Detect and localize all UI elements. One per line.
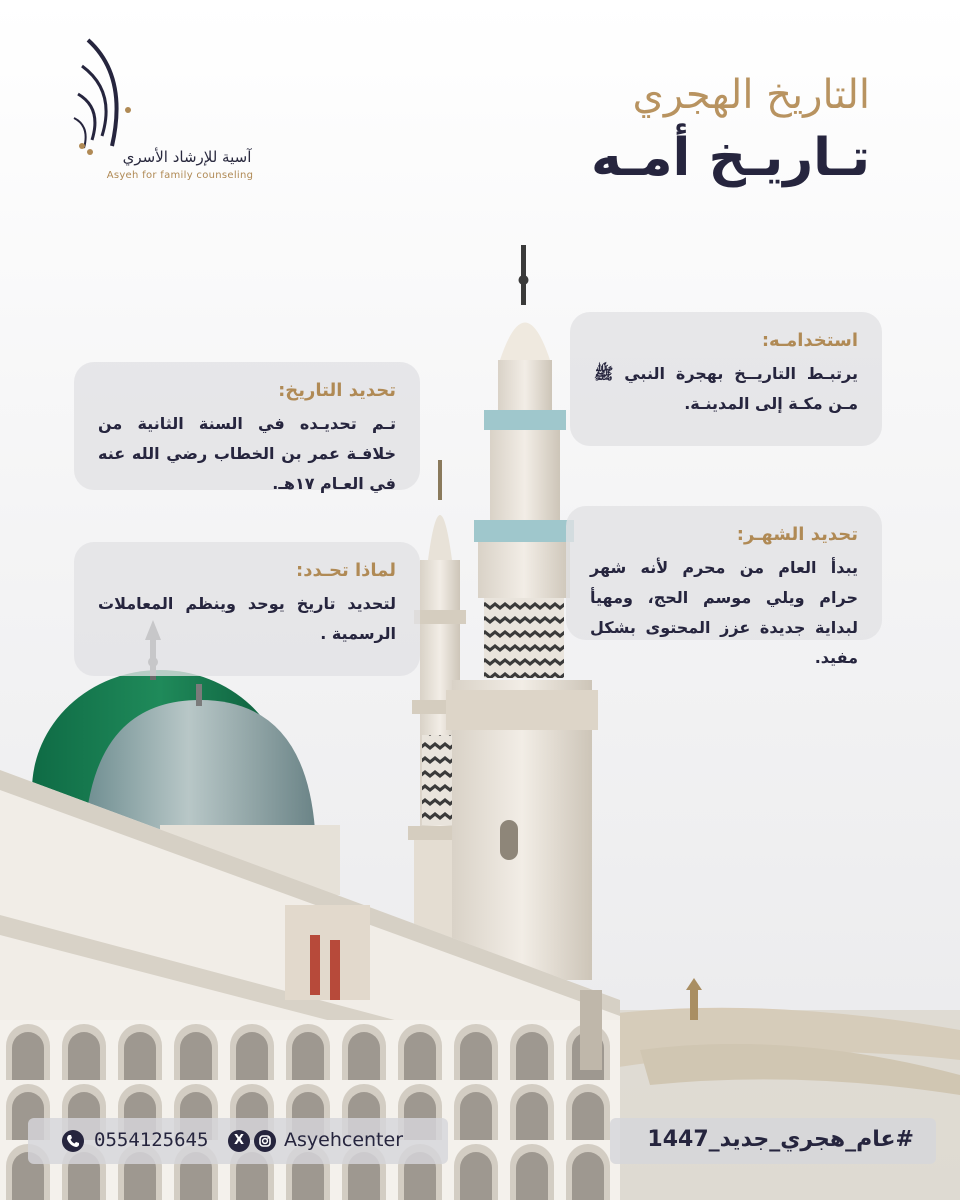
card-month-heading: تحديد الشهـر: <box>736 524 858 545</box>
phone-number[interactable]: 0554125645 <box>94 1129 209 1151</box>
card-dating <box>74 362 420 493</box>
card-usage-heading: استخدامـه: <box>761 330 858 351</box>
social-handle[interactable]: Asyehcenter <box>284 1129 404 1151</box>
instagram-icon[interactable] <box>254 1130 276 1152</box>
card-month <box>566 506 882 667</box>
hashtag-bar <box>610 1118 936 1164</box>
card-usage-body: يرتبـط التاريــخ بهجرة النبي ﷺ مـن مكـة إلى المدينـة. <box>594 364 858 413</box>
x-icon[interactable]: X <box>228 1130 250 1152</box>
card-dating-body: تـم تحديـده في السنة الثانية من خلافـة عمر بن الخطاب رضي الله عنه في العـام ١٧هـ. <box>98 414 396 493</box>
calligraphy-logo-icon <box>68 36 138 156</box>
card-dating-heading: تحديد التاريخ: <box>278 380 396 401</box>
brand-logo <box>60 36 254 196</box>
page-title: تـاريـخ أمـه <box>591 128 870 188</box>
subtitle: التاريخ الهجري <box>632 72 870 118</box>
brand-name-arabic: آسية للإرشاد الأسري <box>122 148 252 166</box>
card-usage <box>570 312 882 446</box>
contact-bar <box>28 1118 448 1164</box>
brand-name-english: Asyeh for family counseling <box>106 170 254 181</box>
hashtag[interactable]: #عام_هجري_جديد_1447 <box>647 1127 914 1152</box>
card-month-body: يبدأ العام من محرم لأنه شهر حرام ويلي موسم الحج، ومهيأ لبداية جديدة عزز المحتوى بشكل مفيد. <box>590 558 858 667</box>
card-why-heading: لماذا تحـدد: <box>296 560 396 581</box>
phone-icon <box>62 1130 84 1152</box>
card-why-body: لتحديد تاريخ يوحد وينظم المعاملات الرسمية . <box>98 594 396 643</box>
card-why <box>74 542 420 676</box>
